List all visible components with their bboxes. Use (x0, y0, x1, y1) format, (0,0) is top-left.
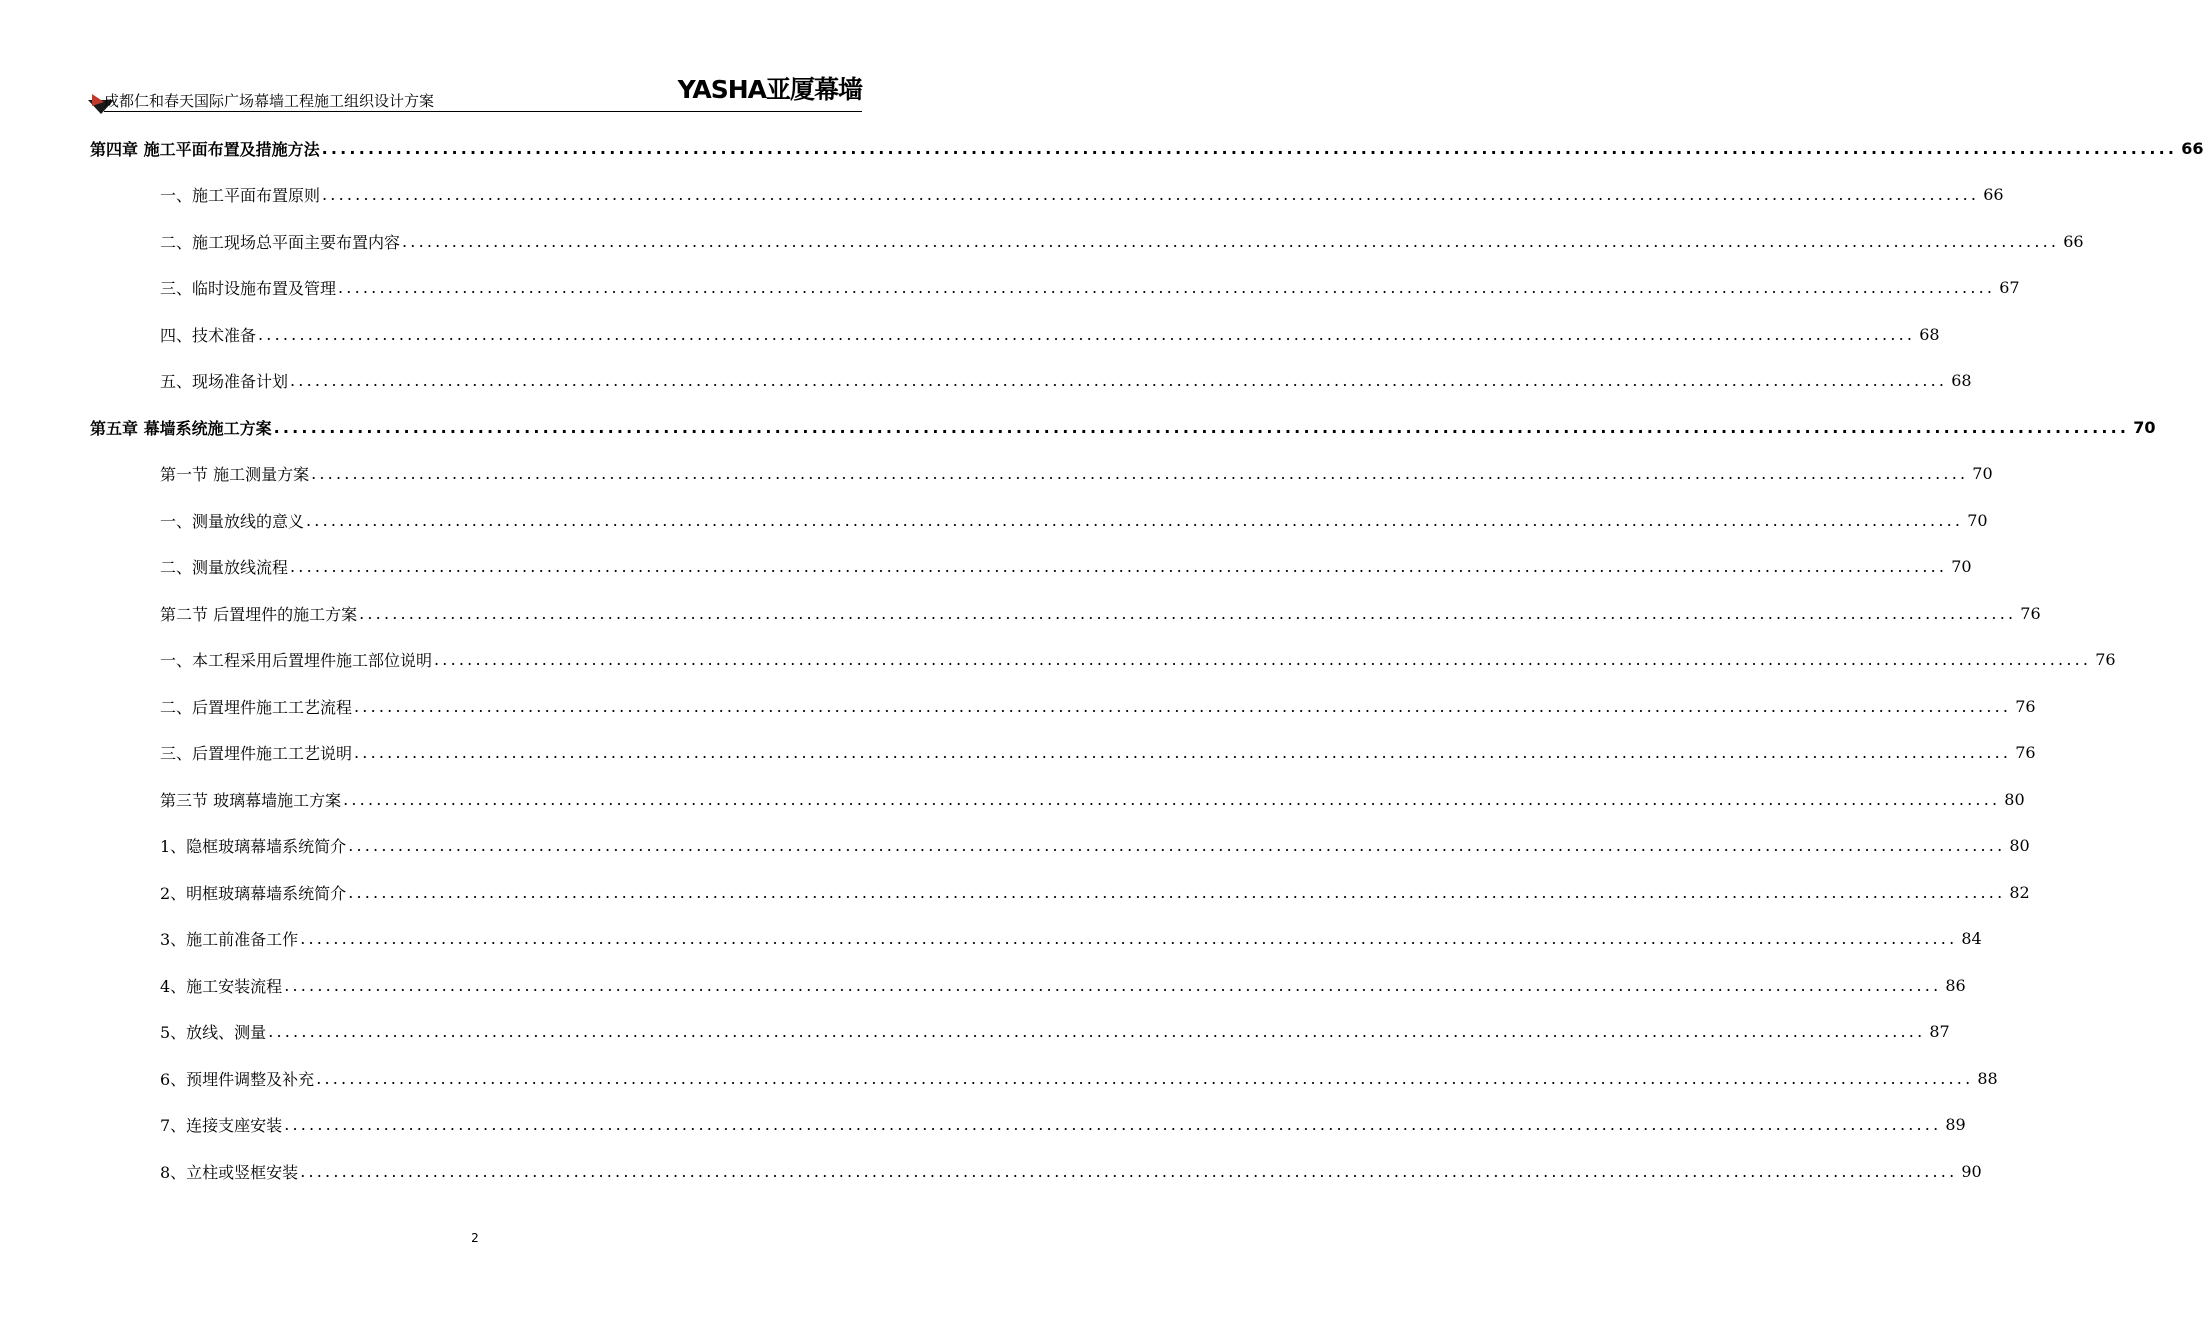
toc-section-entry[interactable] (90, 311, 1940, 358)
toc-entry-label: 1、隐框玻璃幕墙系统简介 (160, 837, 347, 857)
toc-entry-label: 3、施工前准备工作 (160, 930, 299, 950)
toc-dot-leader: ........................................................................................................................................................................................................ (273, 417, 2130, 437)
document-title: 成都仁和春天国际广场幕墙工程施工组织设计方案 (104, 92, 435, 110)
toc-entry-page: 66 (2063, 231, 2084, 251)
toc-section-entry[interactable] (90, 544, 1972, 591)
toc-entry-page: 66 (2181, 138, 2203, 158)
toc-chapter-entry[interactable] (90, 125, 2203, 172)
toc-section-entry[interactable] (90, 265, 2020, 312)
toc-dot-leader: ........................................................................................................................................................................................................ (300, 1161, 1958, 1181)
toc-entry-page: 80 (2004, 789, 2025, 809)
toc-dot-leader: ........................................................................................................................................................................................................ (348, 836, 2006, 856)
toc-entry-label: 一、本工程采用后置埋件施工部位说明 (160, 651, 433, 671)
toc-entry-page: 70 (1967, 510, 1988, 530)
toc-section-entry[interactable] (90, 1055, 1998, 1102)
toc-entry-page: 68 (1951, 371, 1972, 391)
toc-entry-page: 70 (1951, 557, 1972, 577)
toc-dot-leader: ........................................................................................................................................................................................................ (402, 231, 2060, 251)
toc-entry-label: 二、测量放线流程 (160, 558, 289, 578)
toc-section-entry[interactable] (90, 497, 1988, 544)
toc-entry-label: 5、放线、测量 (160, 1023, 267, 1043)
toc-section-entry[interactable] (90, 172, 2004, 219)
toc-entry-label: 6、预埋件调整及补充 (160, 1069, 315, 1089)
toc-entry-label: 二、后置埋件施工工艺流程 (160, 697, 353, 717)
toc-dot-leader: ........................................................................................................................................................................................................ (348, 882, 2006, 902)
toc-entry-label: 第五章 幕墙系统施工方案 (90, 418, 272, 438)
toc-entry-label: 五、现场准备计划 (160, 372, 289, 392)
toc-dot-leader: ........................................................................................................................................................................................................ (268, 1022, 1926, 1042)
toc-entry-page: 70 (1972, 464, 1993, 484)
toc-dot-leader: ........................................................................................................................................................................................................ (258, 324, 1916, 344)
toc-section-entry[interactable] (90, 730, 2036, 777)
page-number: 2 (471, 1231, 479, 1245)
toc-dot-leader: ........................................................................................................................................................................................................ (354, 743, 2012, 763)
toc-dot-leader: ........................................................................................................................................................................................................ (321, 138, 2178, 158)
toc-entry-page: 89 (1945, 1115, 1966, 1135)
toc-entry-page: 76 (2020, 603, 2041, 623)
toc-dot-leader: ........................................................................................................................................................................................................ (343, 789, 2001, 809)
toc-entry-label: 三、临时设施布置及管理 (160, 279, 337, 299)
toc-entry-label: 一、测量放线的意义 (160, 511, 305, 531)
toc-dot-leader: ........................................................................................................................................................................................................ (434, 650, 2092, 670)
toc-entry-page: 68 (1919, 324, 1940, 344)
toc-entry-label: 一、施工平面布置原则 (160, 186, 321, 206)
toc-entry-page: 76 (2015, 696, 2036, 716)
toc-section-entry[interactable] (90, 218, 2084, 265)
toc-entry-label: 2、明框玻璃幕墙系统简介 (160, 883, 347, 903)
toc-chapter-entry[interactable] (90, 404, 2156, 451)
toc-entry-page: 90 (1961, 1161, 1982, 1181)
header-divider (104, 111, 862, 112)
toc-entry-page: 84 (1961, 929, 1982, 949)
toc-entry-page: 87 (1929, 1022, 1950, 1042)
toc-dot-leader: ........................................................................................................................................................................................................ (284, 1115, 1942, 1135)
toc-section-entry[interactable] (90, 1148, 1982, 1195)
toc-entry-page: 70 (2133, 417, 2156, 437)
toc-dot-leader: ........................................................................................................................................................................................................ (338, 278, 1996, 298)
toc-dot-leader: ........................................................................................................................................................................................................ (354, 696, 2012, 716)
company-logo: YASHA亚厦幕墙 (677, 75, 862, 104)
toc-entry-page: 82 (2009, 882, 2030, 902)
toc-entry-page: 76 (2095, 650, 2116, 670)
toc-section-entry[interactable] (90, 451, 1993, 498)
toc-entry-label: 二、施工现场总平面主要布置内容 (160, 232, 401, 252)
toc-section-entry[interactable] (90, 590, 2041, 637)
toc-section-entry[interactable] (90, 1102, 1966, 1149)
page-header (90, 64, 862, 114)
toc-dot-leader: ........................................................................................................................................................................................................ (300, 929, 1958, 949)
toc-entry-page: 86 (1945, 975, 1966, 995)
toc-section-entry[interactable] (90, 358, 1972, 405)
toc-dot-leader: ........................................................................................................................................................................................................ (322, 185, 1980, 205)
toc-entry-label: 第三节 玻璃幕墙施工方案 (160, 790, 342, 810)
toc-section-entry[interactable] (90, 823, 2030, 870)
toc-section-entry[interactable] (90, 916, 1982, 963)
toc-section-entry[interactable] (90, 637, 2116, 684)
toc-section-entry[interactable] (90, 683, 2036, 730)
toc-dot-leader: ........................................................................................................................................................................................................ (316, 1068, 1974, 1088)
toc-entry-label: 三、后置埋件施工工艺说明 (160, 744, 353, 764)
toc-entry-page: 67 (1999, 278, 2020, 298)
toc-entry-page: 88 (1977, 1068, 1998, 1088)
toc-section-entry[interactable] (90, 776, 2025, 823)
toc-section-entry[interactable] (90, 1009, 1950, 1056)
toc-dot-leader: ........................................................................................................................................................................................................ (311, 464, 1969, 484)
toc-entry-label: 7、连接支座安装 (160, 1116, 283, 1136)
toc-section-entry[interactable] (90, 962, 1966, 1009)
table-of-contents (90, 125, 2203, 1195)
toc-entry-label: 8、立柱或竖框安装 (160, 1162, 299, 1182)
toc-dot-leader: ........................................................................................................................................................................................................ (284, 975, 1942, 995)
toc-entry-page: 80 (2009, 836, 2030, 856)
toc-dot-leader: ........................................................................................................................................................................................................ (359, 603, 2017, 623)
toc-entry-label: 四、技术准备 (160, 325, 257, 345)
toc-entry-page: 66 (1983, 185, 2004, 205)
toc-dot-leader: ........................................................................................................................................................................................................ (290, 557, 1948, 577)
toc-dot-leader: ........................................................................................................................................................................................................ (290, 371, 1948, 391)
toc-entry-label: 第四章 施工平面布置及措施方法 (90, 139, 320, 159)
toc-entry-page: 76 (2015, 743, 2036, 763)
toc-entry-label: 第一节 施工测量方案 (160, 465, 310, 485)
toc-dot-leader: ........................................................................................................................................................................................................ (306, 510, 1964, 530)
toc-section-entry[interactable] (90, 869, 2030, 916)
toc-entry-label: 4、施工安装流程 (160, 976, 283, 996)
toc-entry-label: 第二节 后置埋件的施工方案 (160, 604, 358, 624)
